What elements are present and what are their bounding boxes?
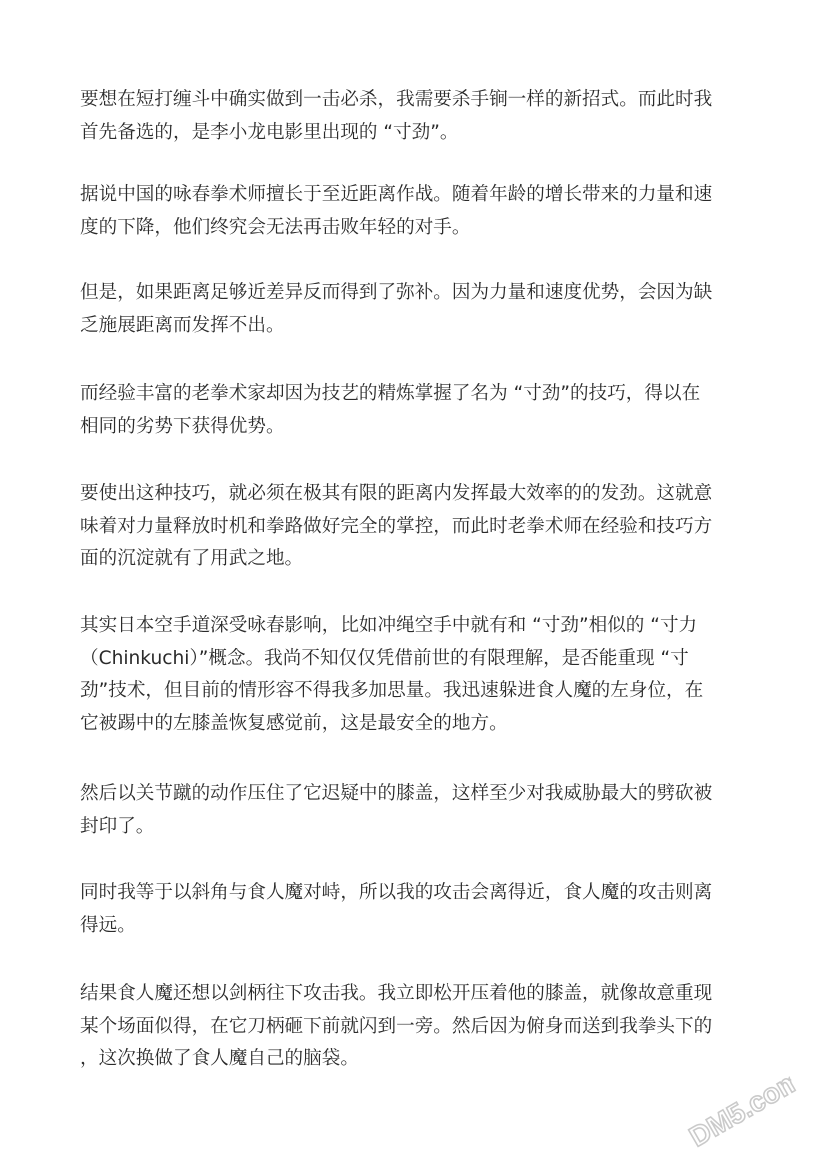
text-line: 要想在短打缠斗中确实做到一击必杀，我需要杀手锏一样的新招式。而此时我: [80, 89, 713, 110]
text-line: 据说中国的咏春拳术师擅长于至近距离作战。随着年龄的增长带来的力量和速: [80, 184, 713, 205]
paragraph-4: [80, 378, 745, 443]
text-line: 而经验丰富的老拳术家却因为技艺的精炼掌握了名为 “寸劲”的技巧，得以在: [80, 383, 701, 404]
text-line: 度的下降，他们终究会无法再击败年轻的对手。: [80, 216, 471, 238]
paragraph-9: [80, 978, 745, 1076]
text-line: 首先备选的，是李小龙电影里出现的 “寸劲”。: [80, 121, 459, 143]
text-line: 味着对力量释放时机和拳路做好完全的掌控，而此时老拳术师在经验和技巧方: [80, 515, 713, 537]
paragraph-2: [80, 179, 745, 244]
text-line: 乏施展距离而发挥不出。: [80, 314, 285, 336]
watermark-text: DM5.com: [684, 1063, 808, 1153]
paragraph-1: [80, 84, 745, 149]
text-line: 同时我等于以斜角与食人魔对峙，所以我的攻击会离得近，食人魔的攻击则离: [80, 882, 713, 903]
paragraph-6: [80, 610, 745, 740]
text-line: 然后以关节蹴的动作压住了它迟疑中的膝盖，这样至少对我威胁最大的劈砍被: [80, 783, 713, 804]
text-line: 要使出这种技巧，就必须在极其有限的距离内发挥最大效率的的发劲。这就意: [80, 483, 713, 504]
text-line: 其实日本空手道深受咏春影响，比如冲绳空手中就有和 “寸劲”相似的 “寸力: [80, 615, 698, 636]
text-line: ，这次换做了食人魔自己的脑袋。: [80, 1048, 359, 1069]
paragraph-5: [80, 478, 745, 576]
text-line: 相同的劣势下获得优势。: [80, 415, 285, 437]
text-line: 但是，如果距离足够近差异反而得到了弥补。因为力量和速度优势，会因为缺: [80, 282, 713, 303]
paragraph-3: [80, 277, 745, 342]
text-line: 它被踢中的左膝盖恢复感觉前，这是最安全的地方。: [80, 712, 508, 734]
text-line: 得远。: [80, 914, 136, 936]
paragraph-7: [80, 778, 745, 843]
text-line: （Chinkuchi）”概念。我尚不知仅仅凭借前世的有限理解，是否能重现 “寸: [80, 647, 689, 669]
text-line: 劲”技术，但目前的情形容不得我多加思量。我迅速躲进食人魔的左身位，在: [80, 680, 704, 701]
text-line: 封印了。: [80, 815, 155, 837]
paragraph-8: [80, 877, 745, 942]
text-line: 结果食人魔还想以剑柄往下攻击我。我立即松开压着他的膝盖，就像故意重现: [80, 983, 713, 1004]
text-line: 面的沉淀就有了用武之地。: [80, 548, 304, 569]
text-line: 某个场面似得，在它刀柄砸下前就闪到一旁。然后因为俯身而送到我拳头下的: [80, 1015, 713, 1037]
